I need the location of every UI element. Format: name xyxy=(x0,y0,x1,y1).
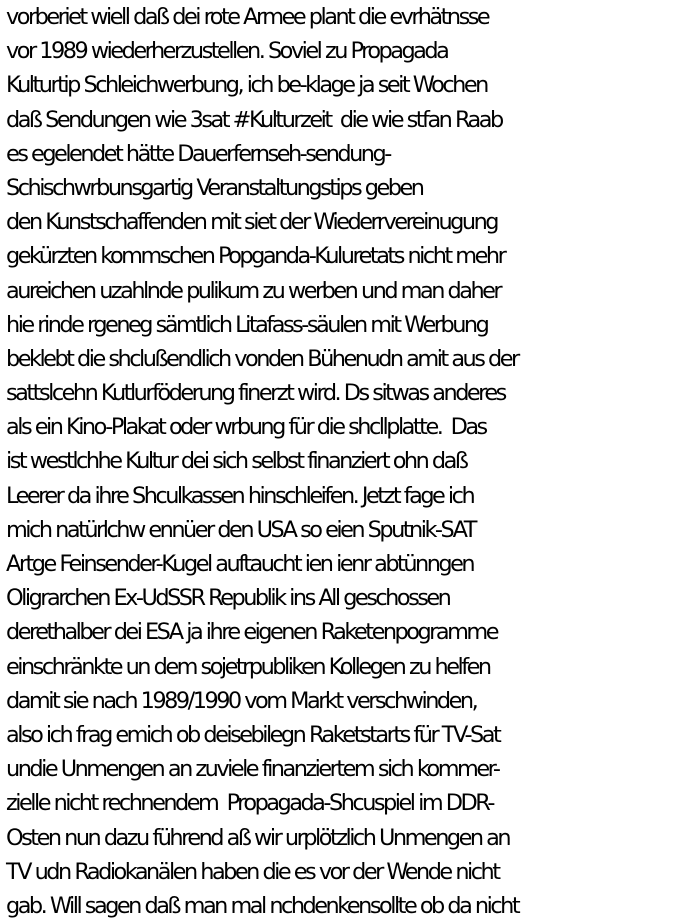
document-text xyxy=(6,0,684,920)
text-line: Artge Feinsender-Kugel auftaucht ien ienr abtünngen xyxy=(6,551,474,577)
text-line: Osten nun dazu führend aß wir urplötzlich Unmengen an xyxy=(6,824,510,851)
text-line: vorberiet wiell daß dei rote Armee plant die evrhätnsse xyxy=(6,4,489,30)
text-line: Schischwrbunsgartig Veranstaltungstips geben xyxy=(6,174,423,201)
text-line: einschränkte un dem sojetrpubliken Kollegen zu helfen xyxy=(6,653,490,680)
text-line: Leerer da ihre Shculkassen hinschleifen. Jetzt fage ich xyxy=(6,482,474,509)
text-line: sattslcehn Kutlurföderung finerzt wird. Ds sitwas anderes xyxy=(6,380,505,407)
text-line: derethalber dei ESA ja ihre eigenen Raketenpogramme xyxy=(6,619,497,646)
text-line: gekürzten kommschen Popganda-Kuluretats nicht mehr xyxy=(6,243,505,270)
text-line: undie Unmengen an zuviele finanziertem sich kommer- xyxy=(6,756,499,783)
text-line: daß Sendungen wie 3sat #Kulturzeit die wie stfan Raab xyxy=(6,106,502,133)
text-line: als ein Kino-Plakat oder wrbung für die shcllplatte. Das xyxy=(6,414,486,441)
text-line: vor 1989 wiederherzustellen. Soviel zu Propagada xyxy=(6,38,448,65)
text-line: TV udn Radiokanälen haben die es vor der Wende nicht xyxy=(6,858,499,885)
text-line: ist westlchhe Kultur dei sich selbst finanziert ohn daß xyxy=(6,448,467,475)
text-line: zielle nicht rechnendem Propagada-Shcuspiel im DDR- xyxy=(6,790,493,817)
text-line: aureichen uzahlnde pulikum zu werben und man daher xyxy=(6,277,501,304)
text-line: beklebt die shclußendlich vonden Bühenudn amit aus der xyxy=(6,345,518,372)
text-line: hie rinde rgeneg sämtlich Litafass-säulen mit Werbung xyxy=(6,311,488,338)
text-line: damit sie nach 1989/1990 vom Markt verschwinden, xyxy=(6,687,477,714)
text-line: mich natürlchw ennüer den USA so eien Sputnik-SAT xyxy=(6,516,475,543)
text-line: Kulturtip Schleichwerbung, ich be-klage ja seit Wochen xyxy=(6,72,487,99)
text-line: Oligrarchen Ex-UdSSR Republik ins All geschossen xyxy=(6,585,450,612)
text-line: gab. Will sagen daß man mal nchdenkensollte ob da nicht xyxy=(6,892,519,919)
text-line: den Kunstschaffenden mit siet der Wiederrvereinugung xyxy=(6,209,497,236)
text-line: also ich frag emich ob deisebilegn Raketstarts für TV-Sat xyxy=(6,721,500,748)
text-line: es egelendet hätte Dauerfernseh-sendung- xyxy=(6,140,390,167)
